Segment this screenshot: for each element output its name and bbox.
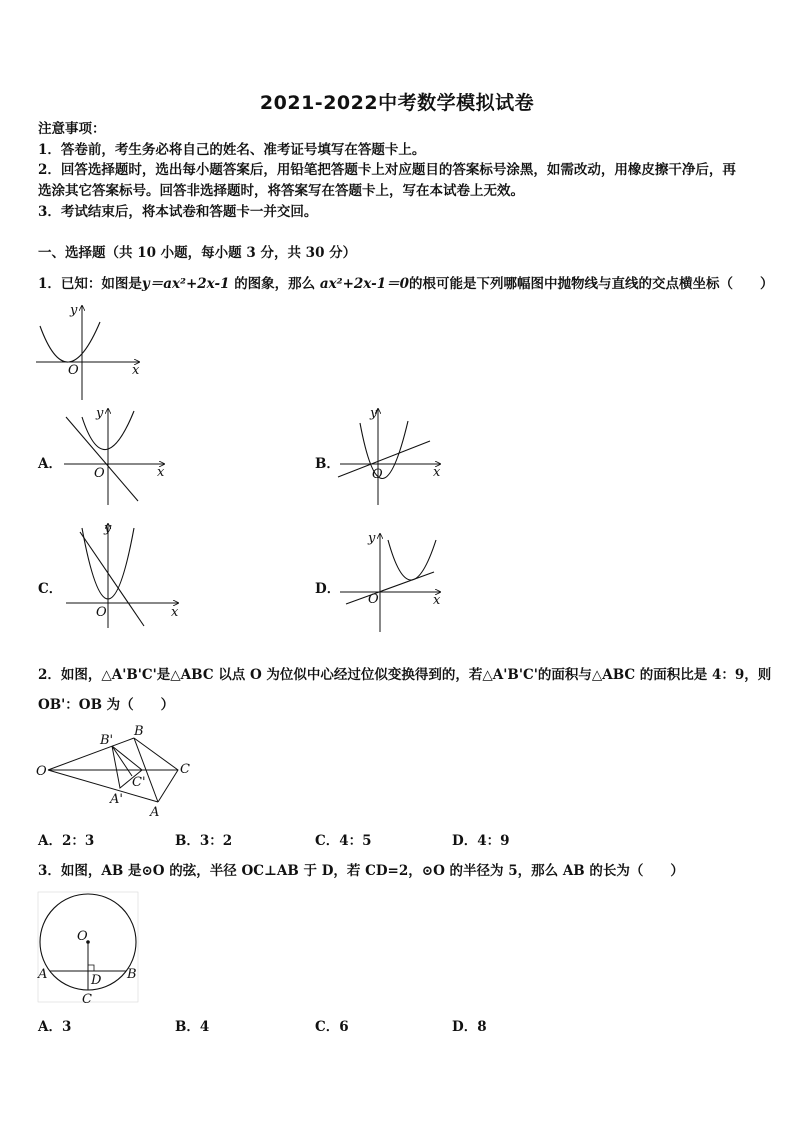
q1-main-graph: [36, 300, 146, 405]
q2-label-A: A: [150, 805, 160, 820]
q3-label-O: O: [77, 929, 88, 944]
q1-main-y-label: y: [70, 303, 78, 318]
q2-label-C: C: [180, 762, 190, 777]
q1-main-origin: O: [68, 363, 79, 378]
q1-stem: [38, 273, 774, 295]
q2-label-A-prime: A': [110, 792, 123, 807]
q1-text-c: 的根可能是下列哪幅图中抛物线与直线的交点横坐标（ ）: [409, 276, 774, 292]
q1-equation-1: y＝ax²+2x-1: [141, 276, 230, 292]
q1-a-y-label: y: [96, 406, 104, 421]
q1-option-d-graph: [336, 530, 446, 635]
q1-option-b[interactable]: B．: [315, 456, 340, 472]
q1-c-origin: O: [96, 605, 107, 620]
q2-figure: [34, 722, 204, 822]
q1-main-x-label: x: [132, 363, 140, 378]
q2-option-b[interactable]: B．3：2: [175, 833, 233, 849]
q1-b-y-label: y: [370, 406, 378, 421]
q1-option-a[interactable]: A．: [38, 456, 62, 472]
q1-a-x-label: x: [157, 465, 165, 480]
q3-stem: 3．如图，AB 是⊙O 的弦，半径 OC⊥AB 于 D，若 CD=2，⊙O 的半径为 5，那么 AB 的长为（ ）: [38, 863, 684, 879]
page-title: 2021-2022中考数学模拟试卷: [259, 92, 535, 114]
notice-heading: 注意事项：: [38, 121, 106, 137]
q2-label-B: B: [134, 724, 144, 739]
q1-option-d[interactable]: D．: [315, 581, 341, 597]
q2-label-O: O: [36, 764, 47, 779]
q1-b-x-label: x: [433, 465, 441, 480]
q1-option-c[interactable]: C．: [38, 581, 63, 597]
q1-c-y-label: y: [104, 521, 112, 536]
q1-text-a: 1．已知：如图是: [38, 276, 142, 292]
q1-option-b-graph: [336, 405, 446, 510]
q2-option-c[interactable]: C．4：5: [315, 833, 372, 849]
q3-option-d[interactable]: D．8: [452, 1019, 487, 1035]
q1-option-c-graph: [60, 520, 185, 630]
q3-label-B: B: [127, 967, 137, 982]
notice-item-1: 1．答卷前，考生务必将自己的姓名、准考证号填写在答题卡上。: [38, 142, 426, 158]
notice-item-3: 3．考试结束后，将本试卷和答题卡一并交回。: [38, 204, 318, 220]
notice-item-2: 2．回答选择题时，选出每小题答案后，用铅笔把答题卡上对应题目的答案标号涂黑，如需改动，用橡皮擦干净后，再: [38, 162, 736, 178]
q2-option-d[interactable]: D．4：9: [452, 833, 510, 849]
section-heading: 一、选择题（共 10 小题，每小题 3 分，共 30 分）: [38, 245, 357, 261]
q2-stem-line-2: OB'：OB 为（ ）: [38, 697, 175, 713]
q1-c-x-label: x: [171, 605, 179, 620]
notice-item-2-cont: 选涂其它答案标号。回答非选择题时，将答案写在答题卡上，写在本试卷上无效。: [38, 183, 524, 199]
q1-text-b: 的图象，那么: [234, 276, 316, 292]
q1-d-origin: O: [368, 592, 379, 607]
q3-label-A: A: [38, 967, 48, 982]
q1-a-origin: O: [94, 466, 105, 481]
q1-option-a-graph: [60, 405, 170, 510]
q3-label-C: C: [82, 992, 92, 1007]
q1-b-origin: O: [372, 467, 383, 482]
q1-d-x-label: x: [433, 593, 441, 608]
q3-figure: [34, 890, 146, 1008]
q2-label-C-prime: C': [132, 775, 146, 790]
q2-stem-line-1: 2．如图，△A'B'C'是△ABC 以点 O 为位似中心经过位似变换得到的，若△A'B'C'的面积与△ABC 的面积比是 4：9，则: [38, 667, 772, 683]
q1-d-y-label: y: [368, 531, 376, 546]
q2-option-a[interactable]: A．2：3: [38, 833, 95, 849]
q3-option-c[interactable]: C．6: [315, 1019, 349, 1035]
q1-equation-2: ax²+2x-1＝0: [319, 276, 410, 292]
q3-option-a[interactable]: A．3: [38, 1019, 72, 1035]
q2-label-B-prime: B': [100, 733, 114, 748]
q3-label-D: D: [91, 973, 102, 988]
q3-option-b[interactable]: B．4: [175, 1019, 210, 1035]
